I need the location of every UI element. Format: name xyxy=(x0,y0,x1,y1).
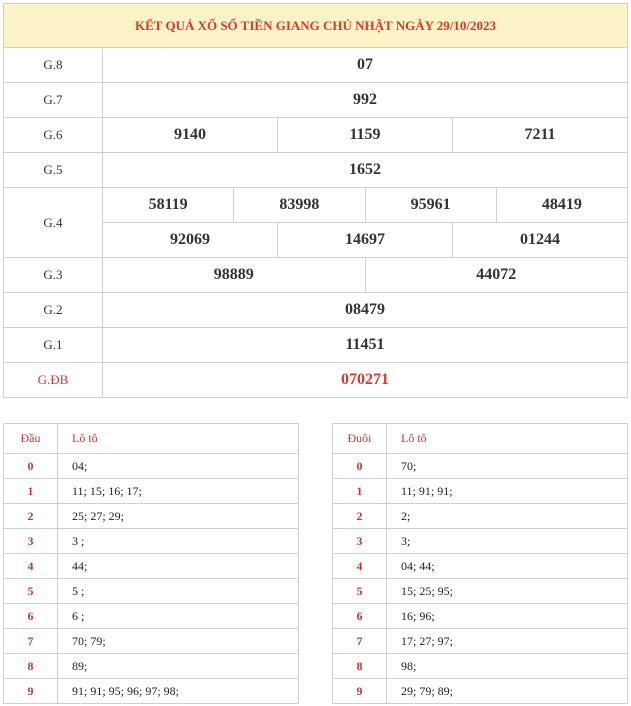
loto-values: 91; 91; 95; 96; 97; 98; xyxy=(58,679,299,704)
prize-label: G.2 xyxy=(4,293,103,328)
table-row xyxy=(4,679,299,704)
loto-digit: 7 xyxy=(333,629,387,654)
loto-digit: 4 xyxy=(333,554,387,579)
column-header-loto: Lô tô xyxy=(387,424,628,454)
prize-number: 9140 xyxy=(103,118,278,153)
loto-values: 6 ; xyxy=(58,604,299,629)
loto-digit: 2 xyxy=(333,504,387,529)
prize-number: 11451 xyxy=(103,328,628,363)
table-row xyxy=(4,479,299,504)
special-prize-label: G.ĐB xyxy=(4,363,103,398)
loto-digit: 3 xyxy=(4,529,58,554)
loto-values: 3 ; xyxy=(58,529,299,554)
table-row xyxy=(4,454,299,479)
prize-row-g3 xyxy=(4,258,628,293)
prize-number: 1652 xyxy=(103,153,628,188)
prize-row-g7 xyxy=(4,83,628,118)
loto-digit: 7 xyxy=(4,629,58,654)
loto-values: 44; xyxy=(58,554,299,579)
loto-digit: 0 xyxy=(4,454,58,479)
results-title: KẾT QUẢ XỔ SỐ TIỀN GIANG CHỦ NHẬT NGÀY 29/10/2023 xyxy=(4,4,628,48)
prize-label: G.1 xyxy=(4,328,103,363)
table-row xyxy=(4,629,299,654)
loto-head-table xyxy=(3,423,299,704)
prize-row-g1 xyxy=(4,328,628,363)
loto-values: 29; 79; 89; xyxy=(387,679,628,704)
loto-values: 98; xyxy=(387,654,628,679)
prize-number: 58119 xyxy=(103,188,234,223)
table-row xyxy=(333,679,628,704)
special-prize-number: 070271 xyxy=(103,363,628,398)
loto-digit: 8 xyxy=(333,654,387,679)
prize-label: G.6 xyxy=(4,118,103,153)
prize-label: G.7 xyxy=(4,83,103,118)
loto-digit: 1 xyxy=(333,479,387,504)
prize-label: G.5 xyxy=(4,153,103,188)
loto-values: 11; 91; 91; xyxy=(387,479,628,504)
prize-number: 14697 xyxy=(278,223,453,258)
column-header-duoi: Đuôi xyxy=(333,424,387,454)
column-header-dau: Đầu xyxy=(4,424,58,454)
loto-values: 04; 44; xyxy=(387,554,628,579)
table-row xyxy=(333,504,628,529)
loto-digit: 8 xyxy=(4,654,58,679)
prize-row-g6 xyxy=(4,118,628,153)
loto-digit: 5 xyxy=(4,579,58,604)
loto-header-row xyxy=(4,424,299,454)
prize-number: 44072 xyxy=(365,258,628,293)
table-row xyxy=(333,579,628,604)
table-row xyxy=(4,604,299,629)
table-row xyxy=(333,604,628,629)
table-row xyxy=(333,654,628,679)
prize-number: 48419 xyxy=(496,188,627,223)
loto-digit: 9 xyxy=(4,679,58,704)
loto-values: 70; 79; xyxy=(58,629,299,654)
table-row xyxy=(4,554,299,579)
loto-digit: 1 xyxy=(4,479,58,504)
table-row xyxy=(4,504,299,529)
table-row xyxy=(4,579,299,604)
prize-row-g5 xyxy=(4,153,628,188)
prize-row-g8 xyxy=(4,48,628,83)
loto-digit: 3 xyxy=(333,529,387,554)
loto-digit: 9 xyxy=(333,679,387,704)
loto-values: 11; 15; 16; 17; xyxy=(58,479,299,504)
table-row xyxy=(4,529,299,554)
table-row xyxy=(333,529,628,554)
prize-number: 08479 xyxy=(103,293,628,328)
prize-number: 95961 xyxy=(365,188,496,223)
loto-digit: 4 xyxy=(4,554,58,579)
prize-number: 98889 xyxy=(103,258,366,293)
loto-digit: 0 xyxy=(333,454,387,479)
loto-values: 16; 96; xyxy=(387,604,628,629)
prize-row-g2 xyxy=(4,293,628,328)
table-row xyxy=(333,629,628,654)
prize-number: 1159 xyxy=(278,118,453,153)
loto-values: 89; xyxy=(58,654,299,679)
loto-digit: 6 xyxy=(333,604,387,629)
prize-number: 83998 xyxy=(234,188,365,223)
prize-number: 92069 xyxy=(103,223,278,258)
prize-label: G.3 xyxy=(4,258,103,293)
loto-digit: 2 xyxy=(4,504,58,529)
loto-values: 17; 27; 97; xyxy=(387,629,628,654)
prize-number: 07 xyxy=(103,48,628,83)
prize-label: G.8 xyxy=(4,48,103,83)
loto-digit: 6 xyxy=(4,604,58,629)
prize-label: G.4 xyxy=(4,188,103,258)
results-table xyxy=(3,3,628,398)
loto-values: 04; xyxy=(58,454,299,479)
prize-number: 7211 xyxy=(453,118,628,153)
loto-values: 70; xyxy=(387,454,628,479)
table-row xyxy=(333,479,628,504)
loto-header-row xyxy=(333,424,628,454)
loto-values: 3; xyxy=(387,529,628,554)
prize-number: 01244 xyxy=(453,223,628,258)
table-row xyxy=(333,554,628,579)
prize-row-special xyxy=(4,363,628,398)
loto-values: 15; 25; 95; xyxy=(387,579,628,604)
table-row xyxy=(4,654,299,679)
column-header-loto: Lô tô xyxy=(58,424,299,454)
prize-row-g4 xyxy=(4,188,628,223)
loto-values: 25; 27; 29; xyxy=(58,504,299,529)
table-row xyxy=(333,454,628,479)
loto-digit: 5 xyxy=(333,579,387,604)
loto-values: 5 ; xyxy=(58,579,299,604)
loto-tail-table xyxy=(332,423,628,704)
prize-number: 992 xyxy=(103,83,628,118)
loto-values: 2; xyxy=(387,504,628,529)
